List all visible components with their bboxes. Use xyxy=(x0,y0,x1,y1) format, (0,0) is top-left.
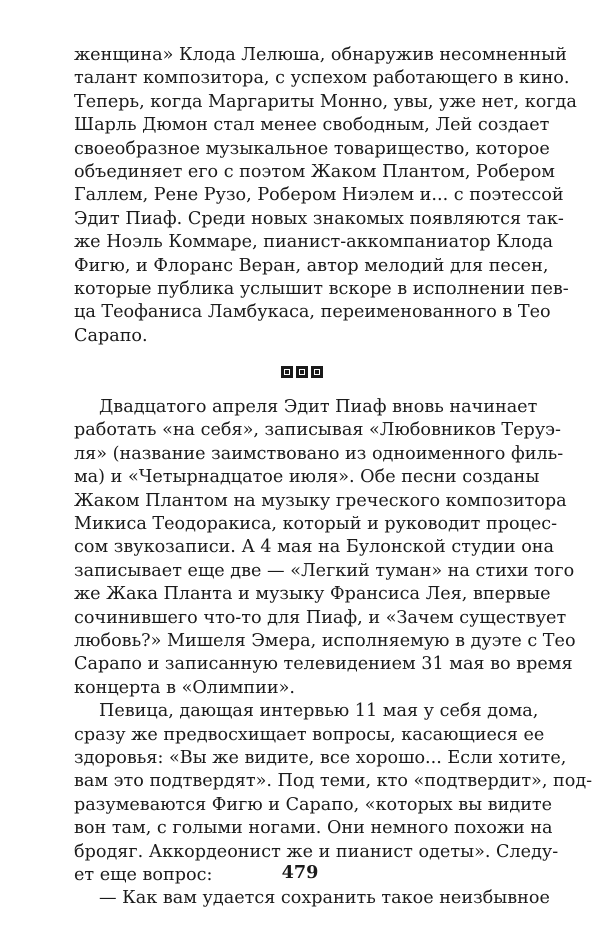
text-line: концерта в «Олимпии». xyxy=(74,677,295,698)
text-line: вон там, с голыми ногами. Они немного похожи на xyxy=(74,818,553,839)
text-line: — Как вам удается сохранить такое неизбывное xyxy=(99,888,550,909)
paragraph-4 xyxy=(74,887,550,910)
text-line: Сарапо. xyxy=(74,325,148,346)
text-line: ля» (название заимствовано из одноименного филь- xyxy=(74,443,564,464)
text-line: ца Теофаниса Ламбукаса, переименованного в Тео xyxy=(74,302,551,323)
text-line: Певица, дающая интервью 11 мая у себя дома, xyxy=(99,701,539,722)
paragraph-2 xyxy=(74,396,576,700)
text-line: Эдит Пиаф. Среди новых знакомых появляются так- xyxy=(74,208,564,229)
page-body xyxy=(74,44,593,911)
text-line: записывает еще две — «Легкий туман» на стихи того xyxy=(74,560,575,581)
text-line: ма) и «Четырнадцатое июля». Обе песни созданы xyxy=(74,467,540,488)
page-number: 479 xyxy=(281,862,319,883)
text-line: своеобразное музыкальное товарищество, которое xyxy=(74,138,550,159)
text-line: Фигю, и Флоранс Веран, автор мелодий для песен, xyxy=(74,255,549,276)
text-line: Сарапо и записанную телевидением 31 мая во время xyxy=(74,654,573,675)
text-line: бродяг. Аккордеонист же и пианист одеты». Следу- xyxy=(74,841,559,862)
paragraph-3 xyxy=(74,700,593,887)
text-line: работать «на себя», записывая «Любовников Теруэ- xyxy=(74,420,561,441)
text-line: сочинившего что-то для Пиаф, и «Зачем существует xyxy=(74,607,567,628)
text-line: Галлем, Рене Рузо, Робером Ниэлем и... с поэтессой xyxy=(74,185,564,206)
text-line: Микиса Теодоракиса, который и руководит процес- xyxy=(74,514,558,535)
section-separator xyxy=(74,348,529,396)
text-line: женщина» Клода Лелюша, обнаружив несомненный xyxy=(74,45,567,65)
text-line: сом звукозаписи. А 4 мая на Булонской студии она xyxy=(74,537,555,558)
text-line: же Ноэль Коммаре, пианист-аккомпаниатор Клода xyxy=(74,232,553,253)
separator-square-icon xyxy=(281,366,293,378)
text-line: Шарль Дюмон стал менее свободным, Лей создает xyxy=(74,115,550,136)
paragraph-1 xyxy=(74,44,577,348)
text-line: сразу же предвосхищает вопросы, касающиеся ее xyxy=(74,724,545,745)
text-line: любовь?» Мишеля Эмера, исполняемую в дуэте с Тео xyxy=(74,630,576,651)
text-line: вам это подтвердят». Под теми, кто «подтвердит», под- xyxy=(74,771,593,792)
separator-square-icon xyxy=(311,366,323,378)
text-line: Двадцатого апреля Эдит Пиаф вновь начинает xyxy=(99,397,538,418)
text-line: талант композитора, с успехом работающего в кино. xyxy=(74,68,570,89)
text-line: Жаком Плантом на музыку греческого композитора xyxy=(74,490,567,511)
text-line: ет еще вопрос: xyxy=(74,864,213,885)
text-line: которые публика услышит вскоре в исполнении пев- xyxy=(74,278,569,299)
separator-square-icon xyxy=(296,366,308,378)
text-line: разумеваются Фигю и Сарапо, «которых вы видите xyxy=(74,794,553,815)
text-line: Теперь, когда Маргариты Монно, увы, уже нет, когда xyxy=(74,91,577,112)
text-line: объединяет его с поэтом Жаком Плантом, Робером xyxy=(74,161,555,182)
text-line: же Жака Планта и музыку Франсиса Лея, впервые xyxy=(74,584,551,605)
text-line: здоровья: «Вы же видите, все хорошо... Если хотите, xyxy=(74,747,567,768)
